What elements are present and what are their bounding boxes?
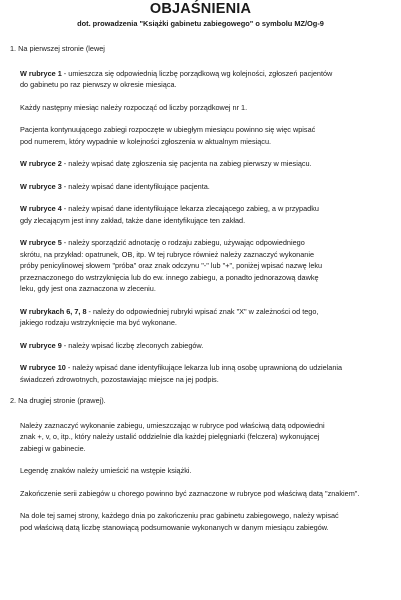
section-2-heading: 2. Na drugiej stronie (prawej). bbox=[10, 396, 106, 405]
paragraph-rubryki-6-7-8: W rubrykach 6, 7, 8 - należy do odpowiedniej rubryki wpisać znak "X" w zależności od tego, jakiego rodzaju wstrzyknięcie ma być wykonane. bbox=[20, 306, 319, 327]
paragraph-rubryka-3: W rubryce 3 - należy wpisać dane identyfikujące pacjenta. bbox=[20, 181, 210, 191]
paragraph-series-end: Zakończenie serii zabiegów u chorego powinno być zaznaczone w rubryce pod właściwą datą "znakiem". bbox=[20, 488, 360, 498]
paragraph-rubryka-4: W rubryce 4 - należy wpisać dane identyfikujące lekarza zlecającego zabieg, a w przypadku gdy zlecającym jest inny zakład, także dane identyfikujące ten zakład. bbox=[20, 204, 319, 225]
paragraph-daily-summary: Na dole tej samej strony, każdego dnia po zakończeniu prac gabinetu zabiegowego, należy wpisać pod właściwą datą liczbę stanowiącą podsumowanie wykonanych w danym miesiącu zabiegów. bbox=[20, 511, 339, 532]
label-rubryka-2: W rubryce 2 bbox=[20, 159, 62, 168]
paragraph-rubryka-10: W rubryce 10 - należy wpisać dane identyfikujące lekarza lub inną osobę uprawnioną do udzielania świadczeń zdrowotnych, pozostawiając miejsce na jej podpis. bbox=[20, 363, 343, 384]
paragraph-rubryka-5: W rubryce 5 - należy sporządzić adnotację o rodzaju zabiegu, używając odpowiedniego skrótu, na przykład: opatrunek, OB, itp. W tej rubryce również należy zaznaczyć wykonanie próby penicylinowej słowem "próba" oraz znak odczynu "-" lub "+", poniżej wpisać nazwę leku przeznaczonego do wstrzyknięcia lub do ew. innego zabiegu, a ponadto jednorazową dawkę leku, gdy jest ona zaznaczona w zleceniu. bbox=[20, 238, 323, 293]
label-rubryka-9: W rubryce 9 bbox=[20, 340, 62, 350]
paragraph-rubryka-1: W rubryce 1 - umieszcza się odpowiednią liczbę porządkową wg kolejności, zgłoszeń pacjentów do gabinetu po raz pierwszy w okresie miesiąca. bbox=[20, 68, 333, 89]
label-rubryka-5: W rubryce 5 bbox=[20, 238, 62, 247]
paragraph-rubryka-2: W rubryce 2 - należy wpisać datę zgłoszenia się pacjenta na zabieg pierwszy w miesiącu. bbox=[20, 159, 312, 168]
document-subtitle: dot. prowadzenia "Książki gabinetu zabiegowego" o symbolu MZ/Og-9 bbox=[77, 19, 324, 28]
label-rubryki-6-7-8: W rubrykach 6, 7, 8 bbox=[20, 306, 87, 316]
label-rubryka-10: W rubryce 10 bbox=[20, 363, 66, 372]
paragraph-marking-procedure: Należy zaznaczyć wykonanie zabiegu, umieszczając w rubryce pod właściwą datą odpowiedni znak +, v, o, itp., który należy ustalić oddzielnie dla każdej pielęgniarki (felczera) wykonującej zabiegi w gabinecie. bbox=[20, 420, 325, 453]
paragraph-continuing-patient: Pacjenta kontynuującego zabiegi rozpoczęte w ubiegłym miesiącu powinno się więc wpisać pod numerem, który wypadnie w kolejności zgłoszenia w aktualnym miesiącu. bbox=[20, 125, 316, 146]
document-title: OBJAŚNIENIA bbox=[149, 1, 252, 17]
label-rubryka-1: W rubryce 1 bbox=[20, 68, 62, 78]
paragraph-legend: Legendę znaków należy umieścić na wstępie książki. bbox=[20, 466, 192, 475]
label-rubryka-4: W rubryce 4 bbox=[20, 204, 62, 213]
paragraph-month-numbering: Każdy następny miesiąc należy rozpocząć od liczby porządkowej nr 1. bbox=[20, 102, 248, 112]
label-rubryka-3: W rubryce 3 bbox=[20, 181, 62, 191]
section-1-heading: 1. Na pierwszej stronie (lewej bbox=[10, 44, 105, 53]
paragraph-rubryka-9: W rubryce 9 - należy wpisać liczbę zleconych zabiegów. bbox=[20, 340, 204, 350]
